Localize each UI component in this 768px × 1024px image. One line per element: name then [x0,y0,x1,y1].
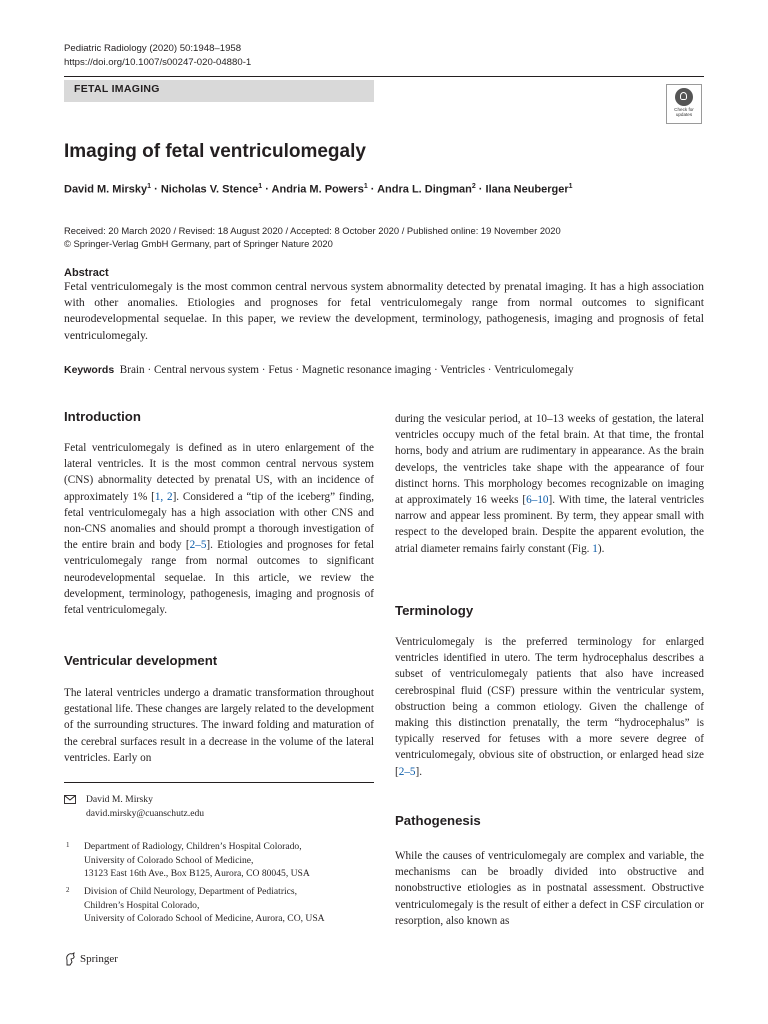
journal-citation [64,42,251,70]
author-name[interactable]: Ilana Neuberger [485,183,569,196]
affiliation-line: University of Colorado School of Medicine, Aurora, CO, USA [84,913,325,924]
copyright-notice: © Springer-Verlag GmbH Germany, part of Springer Nature 2020 [64,238,333,249]
springer-horse-icon [64,952,76,966]
publication-dates: Received: 20 March 2020 / Revised: 18 August 2020 / Accepted: 8 October 2020 / Published online: 19 November 2020 [64,225,561,236]
article-history [64,224,561,250]
text-run: ]. With time, the lateral ventricles narrow and appear less prominent. By term, they appear small with respect to the developed brain. Despite the apparent evolution, the atrial diameter remains fairly constant (Fig. [395,494,705,555]
bookmark-icon [675,88,693,106]
author-name[interactable]: Andria M. Powers [271,183,364,196]
abstract-text: Fetal ventriculomegaly is the most common central nervous system abnormality detected by prenatal imaging. It has a high association with other anomalies. Etiologies and prognoses for fetal ventriculomegaly range from normal outcomes to significant neurodevelopmental sequelae. In this paper, we review the development, terminology, pathogenesis, imaging and prognosis of fetal ventriculomegaly. [64,280,704,342]
keyword: Ventriculomegaly [494,364,574,376]
author-name[interactable]: Andra L. Dingman [377,183,472,196]
keywords: Keywords Brain · Central nervous system · Fetus · Magnetic resonance imaging · Ventricles · Ventriculomegaly [64,364,574,376]
affiliation-line: Division of Child Neurology, Department of Pediatrics, [84,886,298,897]
keyword: Central nervous system [153,364,259,376]
ventricular-development-paragraph: The lateral ventricles undergo a dramatic transformation throughout gestational life. These changes are largely related to the development of the surrounding structures. The inward folding and maturation of the cerebral surfaces result in a decrease in the volume of the lateral ventricles. Early on [64,687,374,764]
publisher-name: Springer [80,953,118,965]
author-aff: 1 [568,183,573,190]
author-list: David M. Mirsky$^1$ · Nicholas V. Stence$^1$ · Andria M. Powers$^1$ · Andra L. Dingman$^2$ · Ilana Neuberger$^1$ [64,183,573,196]
introduction-heading: Introduction [64,409,141,424]
article-title: Imaging of fetal ventriculomegaly [64,141,366,162]
affiliation-line: 13123 East 16th Ave., Box B125, Aurora, CO 80045, USA [84,868,310,879]
affiliation-line: Children’s Hospital Colorado, [84,899,200,911]
citation-link[interactable]: 2–5 [398,765,416,778]
author-aff: 1 [147,183,152,190]
doi-link[interactable]: https://doi.org/10.1007/s00247-020-04880-1 [64,57,252,68]
keyword: Fetus [268,364,293,376]
author-aff: 1 [258,183,263,190]
text-run: Fetal ventriculomegaly is defined as in utero enlargement of the lateral ventricles. It is the most common central nervous system (CNS) abnormality detected by prenatal US, with an incidence of approximately 1% [ [64,442,374,503]
pathogenesis-heading: Pathogenesis [395,813,481,828]
author-aff: 1 [363,183,368,190]
text-run: ]. Considered a “tip of the iceberg” finding, fetal ventriculomegaly has a high association with other CNS and non-CNS anomalies and should prompt a thorough investigation of the entire brain and body [ [64,490,374,552]
text-run: ). [597,542,605,555]
ventricular-development-heading: Ventricular development [64,653,218,668]
badge-text-line2: updates [675,112,693,117]
corresponding-author [86,793,204,820]
corresponding-author-email[interactable]: david.mirsky@cuanschutz.edu [86,807,205,819]
affiliation-2 [84,885,325,926]
text-run: Ventriculomegaly is the preferred terminology for enlarged ventricles identified in utero. The term hydrocephalus describes a subset of ventriculomegaly patients that also have increased cerebrospinal fluid (CSF) pressure within the ventricular system, obstruction being a common etiology. Given the challenge of making this distinction prenatally, the term “hydrocephalus” is typically reserved for fetuses with a more severe degree of ventriculomegaly, obvious site of obstruction, or enlarged head size [ [395,636,704,778]
affiliation-number: 2 [66,886,70,894]
author-name[interactable]: Nicholas V. Stence [160,183,259,196]
keyword: Brain [119,364,145,376]
footnote-rule [64,782,374,783]
abstract-heading: Abstract [64,267,109,279]
header-rule [64,76,704,77]
section-tag: FETAL IMAGING [64,80,374,102]
affiliation-line: Department of Radiology, Children’s Hospital Colorado, [84,841,302,852]
introduction-paragraph [64,440,374,618]
ventricular-development-continued [395,411,704,557]
keyword: Magnetic resonance imaging [301,364,432,376]
text-run: ]. [415,765,423,778]
terminology-heading: Terminology [395,603,474,618]
pathogenesis-paragraph: While the causes of ventriculomegaly are complex and variable, the mechanisms can be broadly divided into obstructive and nonobstructive etiologies as in postnatal assessment. Obstructive ventriculomegaly is the result of either a defect in CSF circulation or resorption, also known as [395,850,704,927]
citation-link[interactable]: 6–10 [526,494,549,507]
figure-link[interactable]: 1 [592,542,598,555]
affiliation-line: University of Colorado School of Medicine, [84,854,254,866]
keywords-label: Keywords [64,364,115,376]
badge-text-line1: Check for [674,107,694,112]
journal-name: Pediatric Radiology (2020) 50:1948–1958 [64,43,242,54]
affiliation-number: 1 [66,841,70,849]
terminology-paragraph [395,634,704,780]
keyword: Ventricles [440,364,485,376]
author-name[interactable]: David M. Mirsky [64,183,148,196]
corresponding-author-name: David M. Mirsky [86,794,153,805]
check-for-updates-badge[interactable] [666,84,702,124]
citation-link[interactable]: 1, 2 [154,490,173,503]
affiliation-1 [84,840,310,881]
envelope-icon [64,795,76,809]
publisher-logo [64,952,118,966]
text-run: during the vesicular period, at 10–13 weeks of gestation, the lateral ventricles occupy much of the fetal brain. At that time, the frontal horns, body and atrium are rudimentary in appearance. As the brain develops, the ventricles take shape with the appearance of four distinct horns. This morphology becomes recognizable on imaging at approximately 16 weeks [ [395,413,704,507]
author-aff: 2 [471,183,476,190]
citation-link[interactable]: 2–5 [189,539,207,552]
text-run: ]. Etiologies and prognoses for fetal ventriculomegaly range from normal outcomes to significant neurodevelopmental sequelae. In this article, we review the development, terminology, pathogenesis, imaging and prognosis of fetal ventriculomegaly. [64,539,375,617]
